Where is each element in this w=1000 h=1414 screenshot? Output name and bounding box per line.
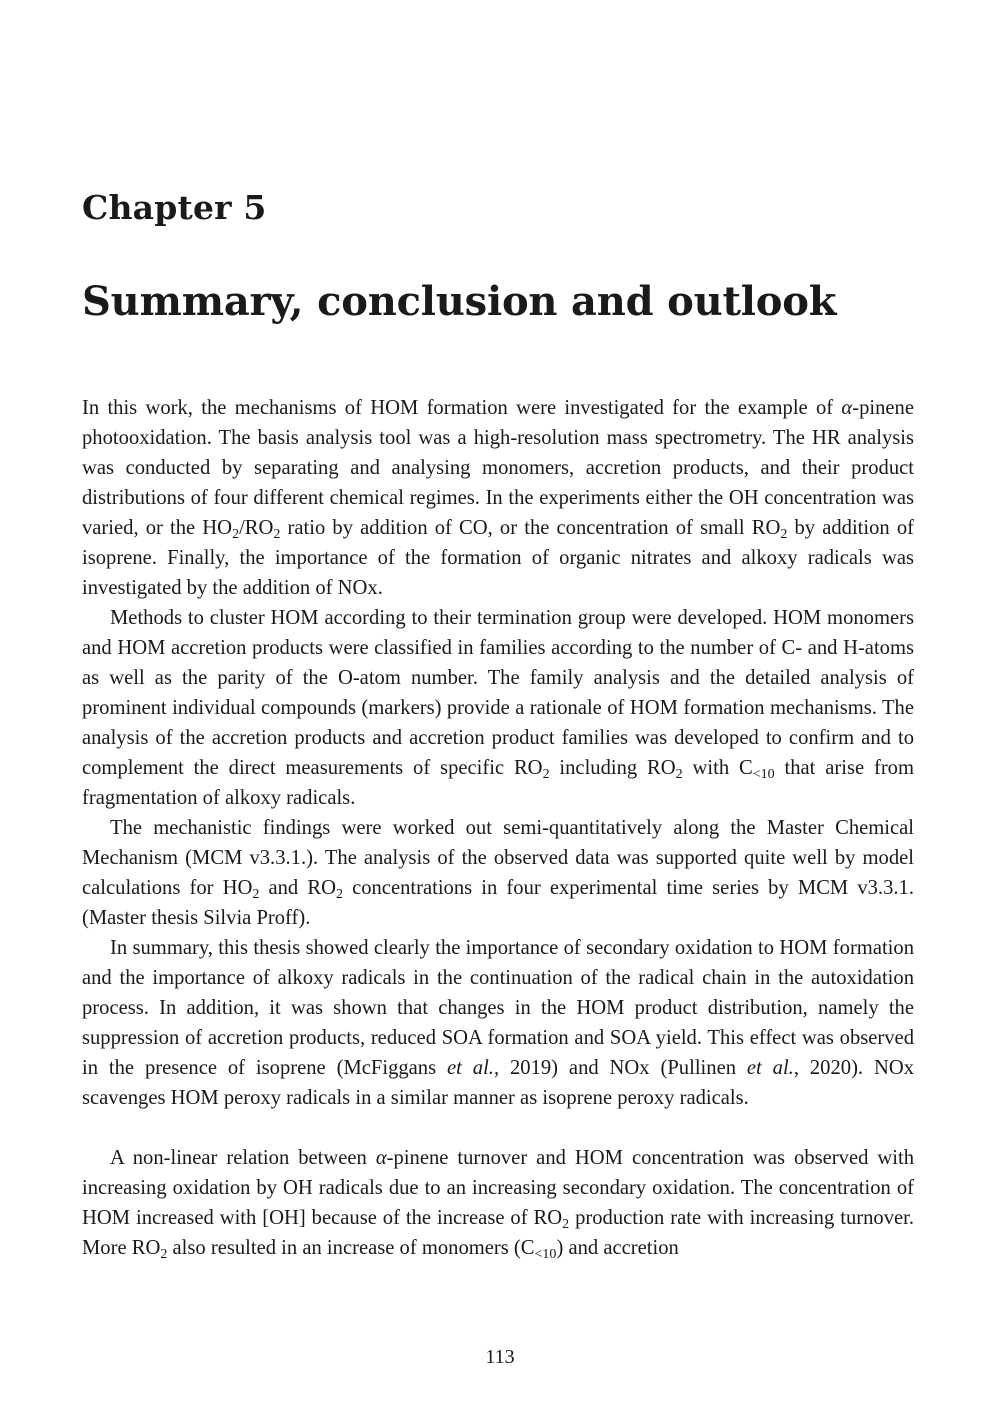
alpha-symbol: α	[375, 1147, 387, 1169]
alpha-symbol: α	[841, 397, 853, 419]
paragraph-2: Methods to cluster HOM according to their termination group were developed. HOM monomers and HOM accretion products were classified in families according to the number of C- and H-atoms as well as the parity of the O-atom number. The family analysis and the detailed analysis of prominent individual compounds (markers) provide a rationale of HOM formation mechanisms. The analysis of the accretion products and accretion product families was developed to confirm and to complement the direct measurements of specific $RO_2$ including $RO_2$ with $C_{<10}$ that arise from fragmentation of alkoxy radicals.	[82, 607, 914, 809]
paragraph-5: A non-linear relation between α-pinene turnover and HOM concentration was observed with increasing oxidation by OH radicals due to an increasing secondary oxidation. The concentration of HOM increased with [OH] because of the increase of $RO_2$ production rate with increasing turnover. More $RO_2$ also resulted in an increase of monomers $(C_{<10})$ and accretion	[82, 1147, 914, 1263]
paragraph-4: In summary, this thesis showed clearly the importance of secondary oxidation to HOM formation and the importance of alkoxy radicals in the continuation of the radical chain in the autoxidation process. In addition, it was shown that changes in the HOM product distribution, namely the suppression of accretion products, reduced SOA formation and SOA yield. This effect was observed in the presence of isoprene (McFiggans et al., 2019) and NOx (Pullinen et al., 2020). NOx scavenges HOM peroxy radicals in a similar manner as isoprene peroxy radicals.	[82, 937, 915, 1109]
page-number: 113	[485, 1346, 515, 1368]
body-text	[82, 393, 914, 1263]
paragraph-3: The mechanistic findings were worked out semi-quantitatively along the Master Chemical Mechanism (MCM v3.3.1.). The analysis of the observed data was supported quite well by model calculations for $HO_2$ and $RO_2$ concentrations in four experimental time series by MCM v3.3.1. (Master thesis Silvia Proff).	[82, 817, 914, 929]
chapter-title: Summary, conclusion and outlook	[82, 278, 837, 325]
chapter-label: Chapter 5	[82, 188, 267, 227]
paragraph-1: In this work, the mechanisms of HOM formation were investigated for the example of α-pinene photooxidation. The basis analysis tool was a high-resolution mass spectrometry. The HR analysis was conducted by separating and analysing monomers, accretion products, and their product distributions of four different chemical regimes. In the experiments either the OH concentration was varied, or the $HO_2/RO_2$ ratio by addition of CO, or the concentration of small $RO_2$ by addition of isoprene. Finally, the importance of the formation of organic nitrates and alkoxy radicals was investigated by the addition of NOx.	[82, 397, 914, 599]
